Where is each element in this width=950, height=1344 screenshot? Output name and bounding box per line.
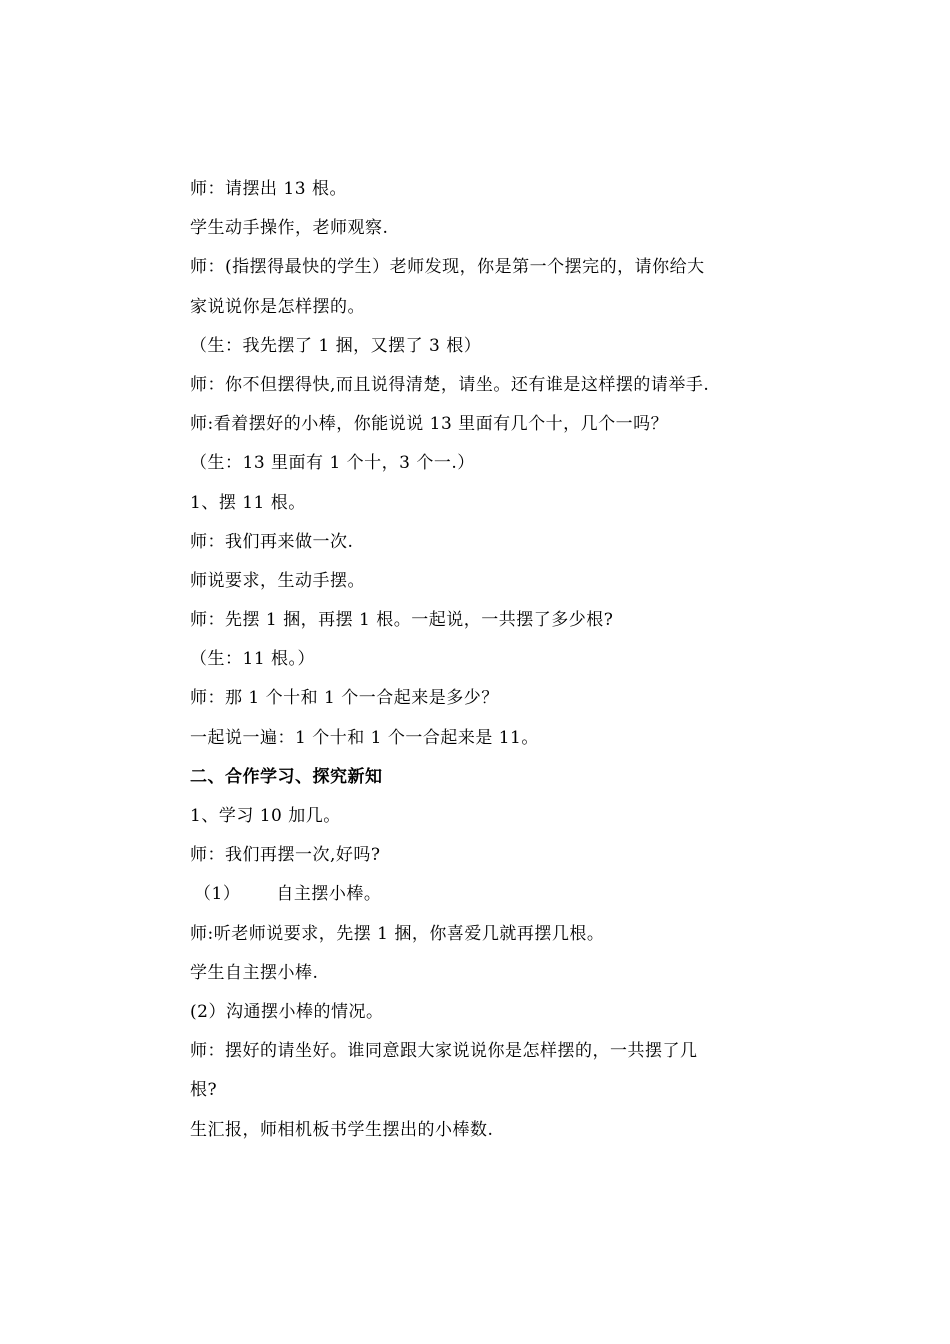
paragraph-line: （生：11 根。） — [190, 649, 316, 670]
section-heading: 二、合作学习、探究新知 — [190, 766, 383, 787]
paragraph-line: （生：我先摆了 1 捆，又摆了 3 根） — [190, 335, 482, 356]
numbered-item — [190, 875, 765, 914]
paragraph-line: (2）沟通摆小棒的情况。 — [190, 1001, 384, 1022]
paragraph-line: 师：你不但摆得快,而且说得清楚，请坐。还有谁是这样摆的请举手. — [190, 374, 710, 395]
paragraph-line: 家说说你是怎样摆的。 — [190, 296, 365, 317]
paragraph-line: 师：我们再来做一次. — [190, 531, 354, 552]
paragraph-line: 1、摆 11 根。 — [190, 492, 306, 513]
paragraph-line: 师：我们再摆一次,好吗? — [190, 845, 381, 866]
item-text: 自主摆小棒。 — [276, 884, 382, 905]
paragraph-line: 根? — [190, 1080, 218, 1101]
paragraph-line: 师：请摆出 13 根。 — [190, 179, 347, 199]
paragraph-line: 学生动手操作，老师观察. — [190, 218, 389, 239]
paragraph-line: 师：那 1 个十和 1 个一合起来是多少？ — [190, 688, 499, 709]
item-number: （1） — [194, 884, 241, 905]
paragraph-line: 师:听老师说要求，先摆 1 捆，你喜爱几就再摆几根。 — [190, 923, 605, 944]
paragraph-line: 1、学习 10 加几。 — [190, 806, 341, 826]
paragraph-line: 师说要求，生动手摆。 — [190, 570, 365, 591]
paragraph-line: 师：(指摆得最快的学生）老师发现，你是第一个摆完的，请你给大 — [190, 257, 705, 278]
paragraph-line: 一起说一遍：1 个十和 1 个一合起来是 11。 — [190, 727, 539, 748]
paragraph-line: 师:看着摆好的小棒，你能说说 13 里面有几个十，几个一吗？ — [190, 414, 669, 435]
paragraph-line: 生汇报，师相机板书学生摆出的小棒数. — [190, 1119, 494, 1140]
paragraph-line: （生：13 里面有 1 个十，3 个一.） — [190, 453, 475, 474]
paragraph-line: 学生自主摆小棒. — [190, 962, 319, 983]
paragraph-line: 师：先摆 1 捆，再摆 1 根。一起说，一共摆了多少根? — [190, 610, 614, 631]
document-body — [190, 170, 765, 1150]
paragraph-line: 师：摆好的请坐好。谁同意跟大家说说你是怎样摆的，一共摆了几 — [190, 1041, 698, 1062]
